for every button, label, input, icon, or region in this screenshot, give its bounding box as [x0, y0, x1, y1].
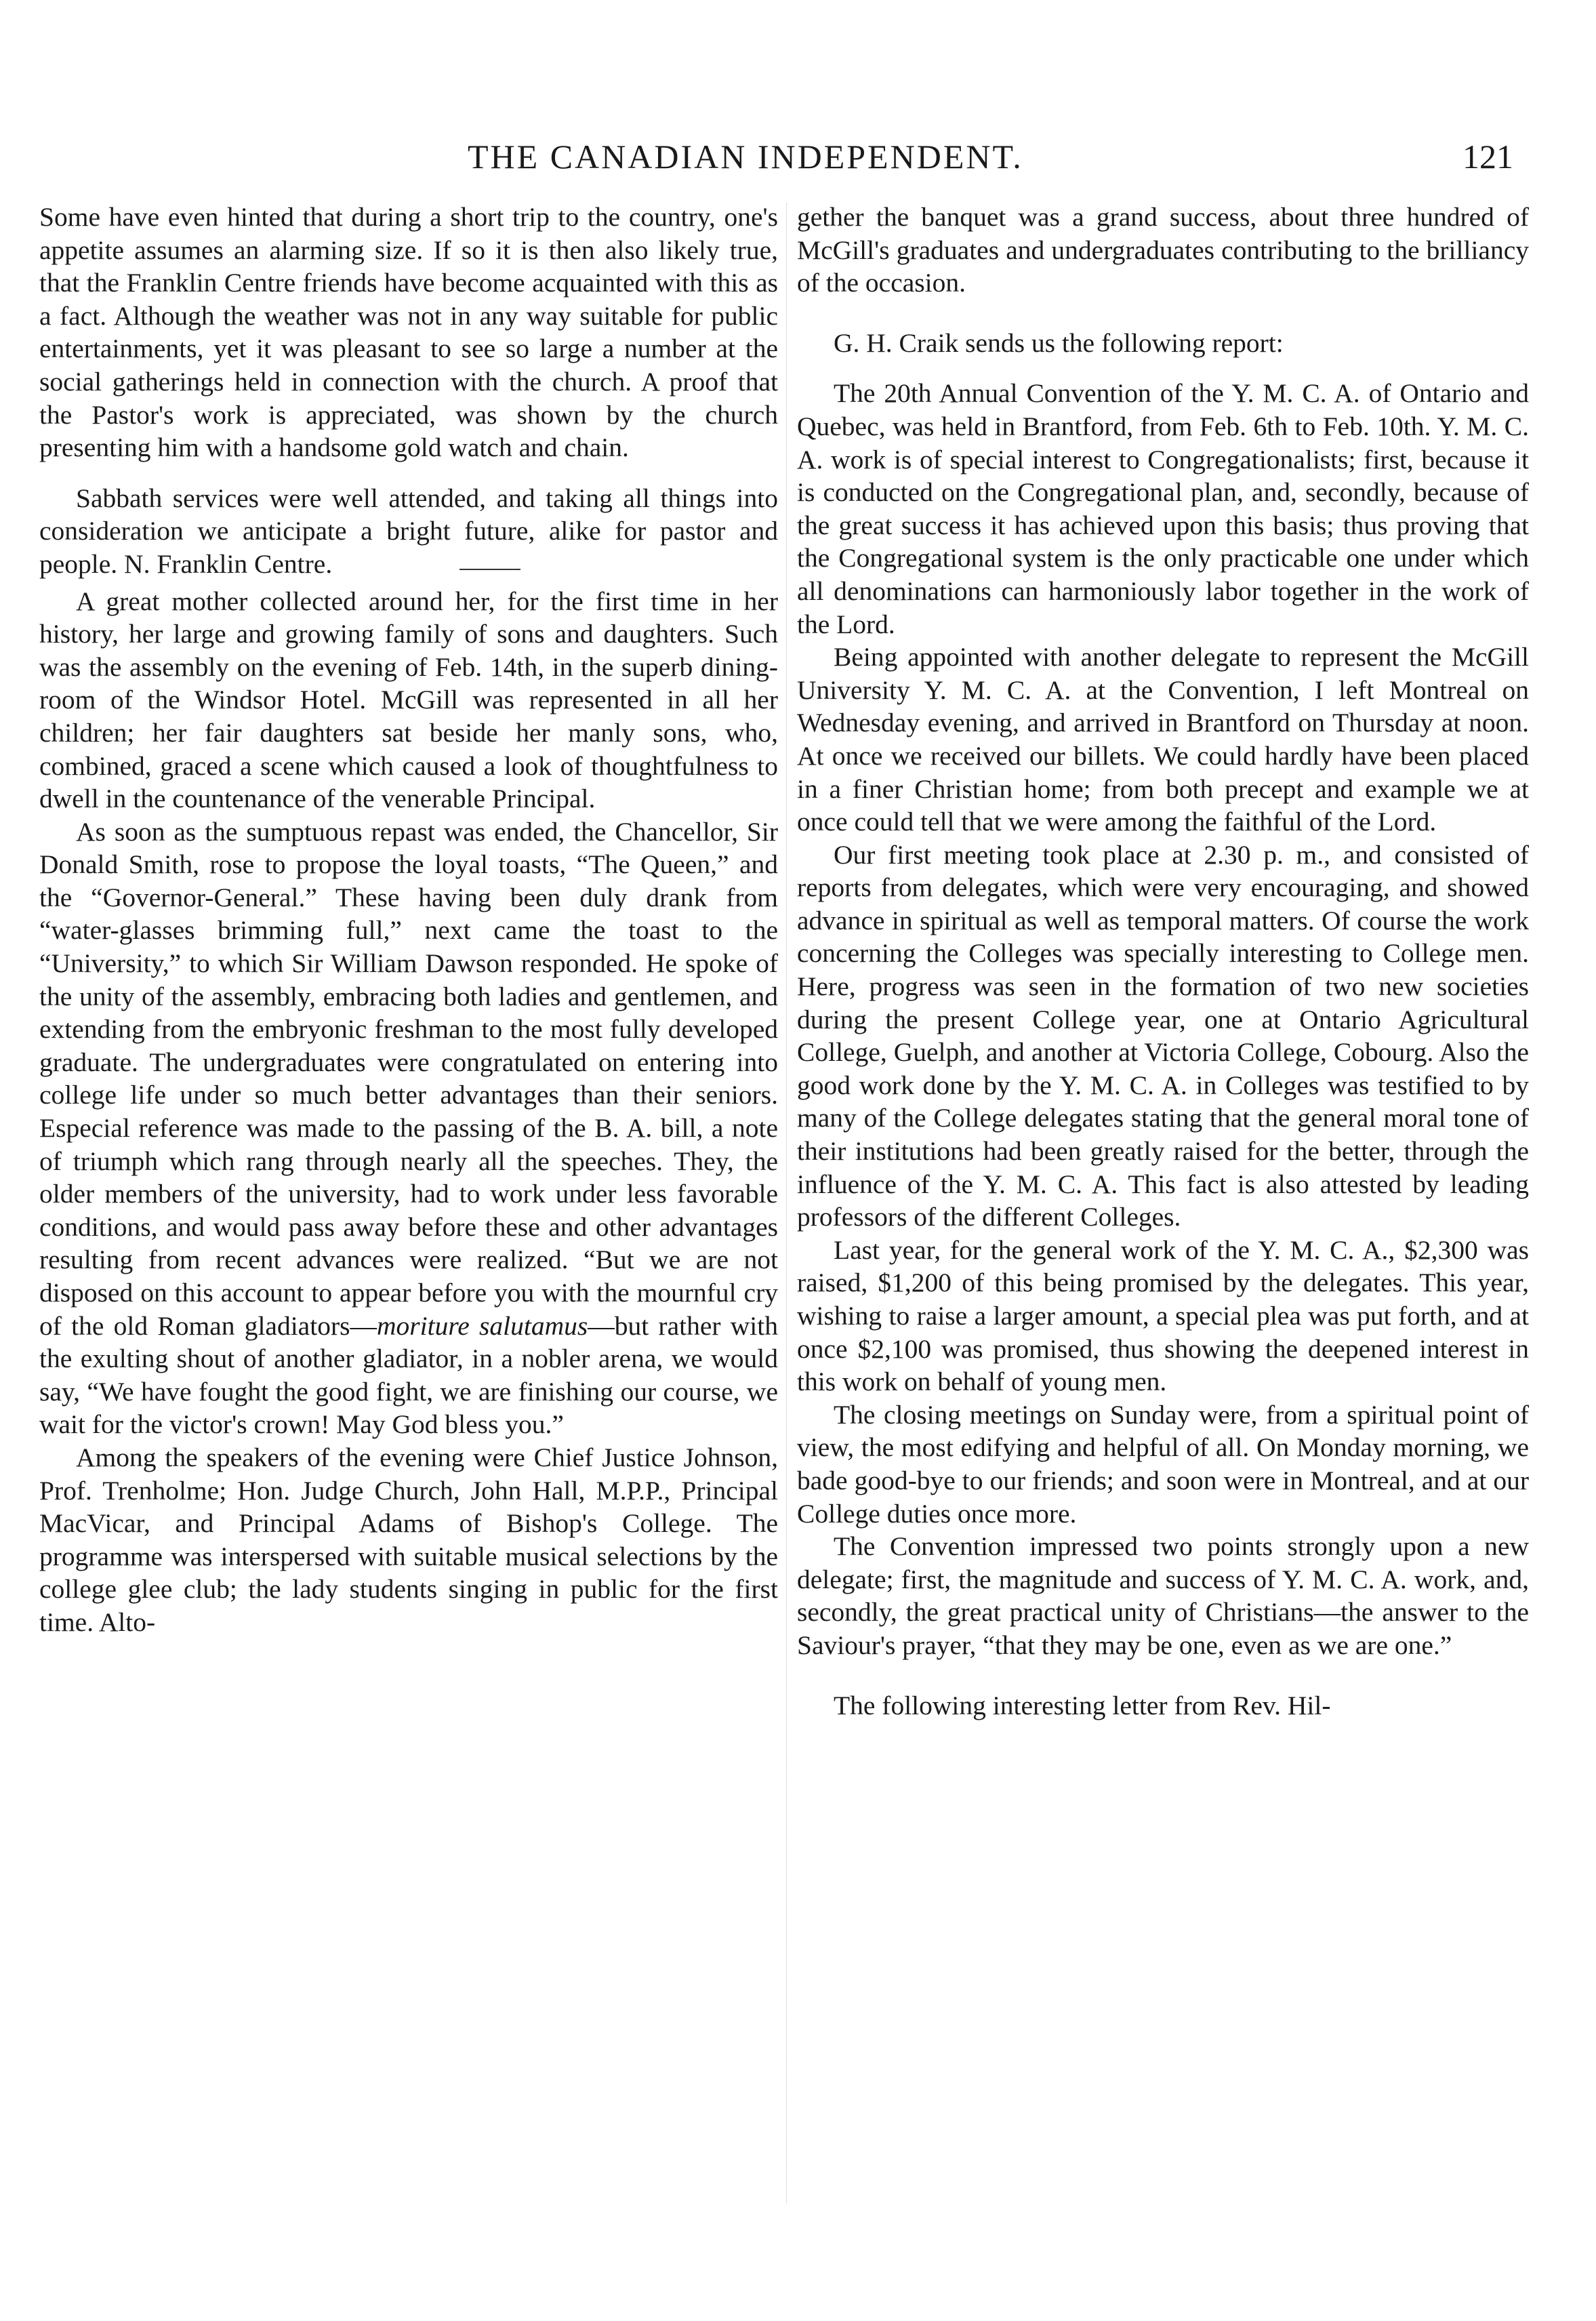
paragraph-speakers: Among the speakers of the evening were Chief Justice Johnson, Prof. Trenholme; Hon. Judge Church, John Hall, M.P.P., Principal MacVicar, and Principal Adams of Bishop's College. The programme was interspersed with suitable musical selections by the college glee club; the lady students singing in public for the first time. Alto- — [39, 1442, 778, 1637]
correspondent-signoff: N. Franklin Centre. — [124, 548, 333, 579]
left-column — [39, 201, 778, 1639]
toasts-text-end: —but rather with the exulting shout of another gladiator, in a nobler arena, we would say, “We have fought the good fight, we are finishing our course, we wait for the victor's crown! May God bless you.” — [39, 1310, 778, 1440]
column-divider — [786, 203, 787, 2203]
paragraph-convention-impressions: The Convention impressed two points strongly upon a new delegate; first, the magnitude and success of Y. M. C. A. work, and, secondly, the great practical unity of Christians—the answer to the Saviour's prayer, “that they may be one, even as we are one.” — [797, 1531, 1529, 1660]
journal-title: THE CANADIAN INDEPENDENT. — [468, 138, 1023, 176]
toasts-text: As soon as the sumptuous repast was ended, the Chancellor, Sir Donald Smith, rose to propose the loyal toasts, “The Queen,” and the “Governor-General.” These having been duly drank from “water-glasses brimming full,” next came the toast to the “University,” to which Sir William Dawson responded. He spoke of the unity of the assembly, embracing both ladies and gentlemen, and extending from the embryonic freshman to the most fully developed graduate. The undergraduates were congratulated on entering into college life under so much better advantages than their seniors. Especial reference was made to the passing of the B. A. bill, a note of triumph which rang through nearly all the speeches. They, the older members of the university, had to work under less favorable conditions, and would pass away before these and other advantages resulting from recent advances were realized. “But we are not disposed on this account to appear before you with the mournful cry of the old Roman gladiators— — [39, 816, 778, 1341]
paragraph-first-meeting: Our first meeting took place at 2.30 p. m., and consisted of reports from delegates, which were very encouraging, and showed advance in spiritual as well as temporal matters. Of course the work concerning the Colleges was specially interesting to College men. Here, progress was seen in the formation of two new societies during the present College year, one at Ontario Agricultural College, Guelph, and another at Victoria College, Cobourg. Also the good work done by the Y. M. C. A. in Colleges was testified to by many of the College delegates stating that the general moral tone of their institutions had been greatly raised for the better, through the influence of the Y. M. C. A. This fact is also attested by leading professors of the different Colleges. — [797, 839, 1529, 1232]
paragraph-franklin-centre-social: Some have even hinted that during a short trip to the country, one's appetite assumes an alarming size. If so it is then also likely true, that the Franklin Centre friends have become acquainted with this as a fact. Although the weather was not in any way suitable for public entertainments, yet it was pleasant to see so large a number at the social gatherings held in connection with the church. A proof that the Pastor's work is appreciated, was shown by the church presenting him with a handsome gold watch and chain. — [39, 202, 778, 463]
paragraph-funds-raised: Last year, for the general work of the Y. M. C. A., $2,300 was raised, $1,200 of this being promised by the delegates. This year, wishing to raise a larger amount, a special plea was put forth, and at once $2,100 was promised, thus showing the deepened interest in this work on behalf of young men. — [797, 1234, 1529, 1397]
latin-phrase: moriture salutamus — [376, 1310, 588, 1341]
section-divider-rule — [459, 569, 520, 570]
paragraph-letter-intro: The following interesting letter from Rev. Hil- — [834, 1690, 1331, 1720]
paragraph-craik-report-intro: G. H. Craik sends us the following report: — [834, 327, 1284, 358]
paragraph-ymca-convention: The 20th Annual Convention of the Y. M. C. A. of Ontario and Quebec, was held in Brantford, from Feb. 6th to Feb. 10th. Y. M. C. A. work is of special interest to Congregationalists; first, because it is conducted on the Congregational plan, and, secondly, because of the great success it has achieved upon this basis; thus proving that the Congregational system is the only practicable one under which all denominations can harmoniously labor together in the work of the Lord. — [797, 378, 1529, 639]
paragraph-sabbath-services — [39, 482, 778, 581]
paragraph-mcgill-banquet: A great mother collected around her, for the first time in her history, her large and growing family of sons and daughters. Such was the assembly on the evening of Feb. 14th, in the superb dining-room of the Windsor Hotel. McGill was represented in all her children; her fair daughters sat beside her manly sons, who, combined, graced a scene which caused a look of thoughtfulness to dwell in the countenance of the venerable Principal. — [39, 586, 778, 814]
paragraph-toasts-and-speeches — [39, 815, 778, 1441]
paragraph-delegate-journey: Being appointed with another delegate to represent the McGill University Y. M. C. A. at the Convention, I left Montreal on Wednesday evening, and arrived in Brantford on Thursday at noon. At once we received our billets. We could hardly have been placed in a finer Christian home; from both precept and example we at once could tell that we were among the faithful of the Lord. — [797, 642, 1529, 837]
running-head — [0, 133, 1596, 180]
sabbath-services-text: Sabbath services were well attended, and taking all things into consideration we anticipate a bright future, alike for pastor and people. — [39, 483, 778, 579]
paragraph-closing-meetings: The closing meetings on Sunday were, from a spiritual point of view, the most edifying and helpful of all. On Monday morning, we bade good-bye to our friends; and soon were in Montreal, and at our College duties once more. — [797, 1399, 1529, 1529]
page-number: 121 — [1462, 138, 1513, 176]
right-column — [797, 201, 1529, 1722]
paragraph-banquet-success: gether the banquet was a grand success, about three hundred of McGill's graduates and undergraduates contributing to the brilliancy of the occasion. — [797, 202, 1529, 298]
